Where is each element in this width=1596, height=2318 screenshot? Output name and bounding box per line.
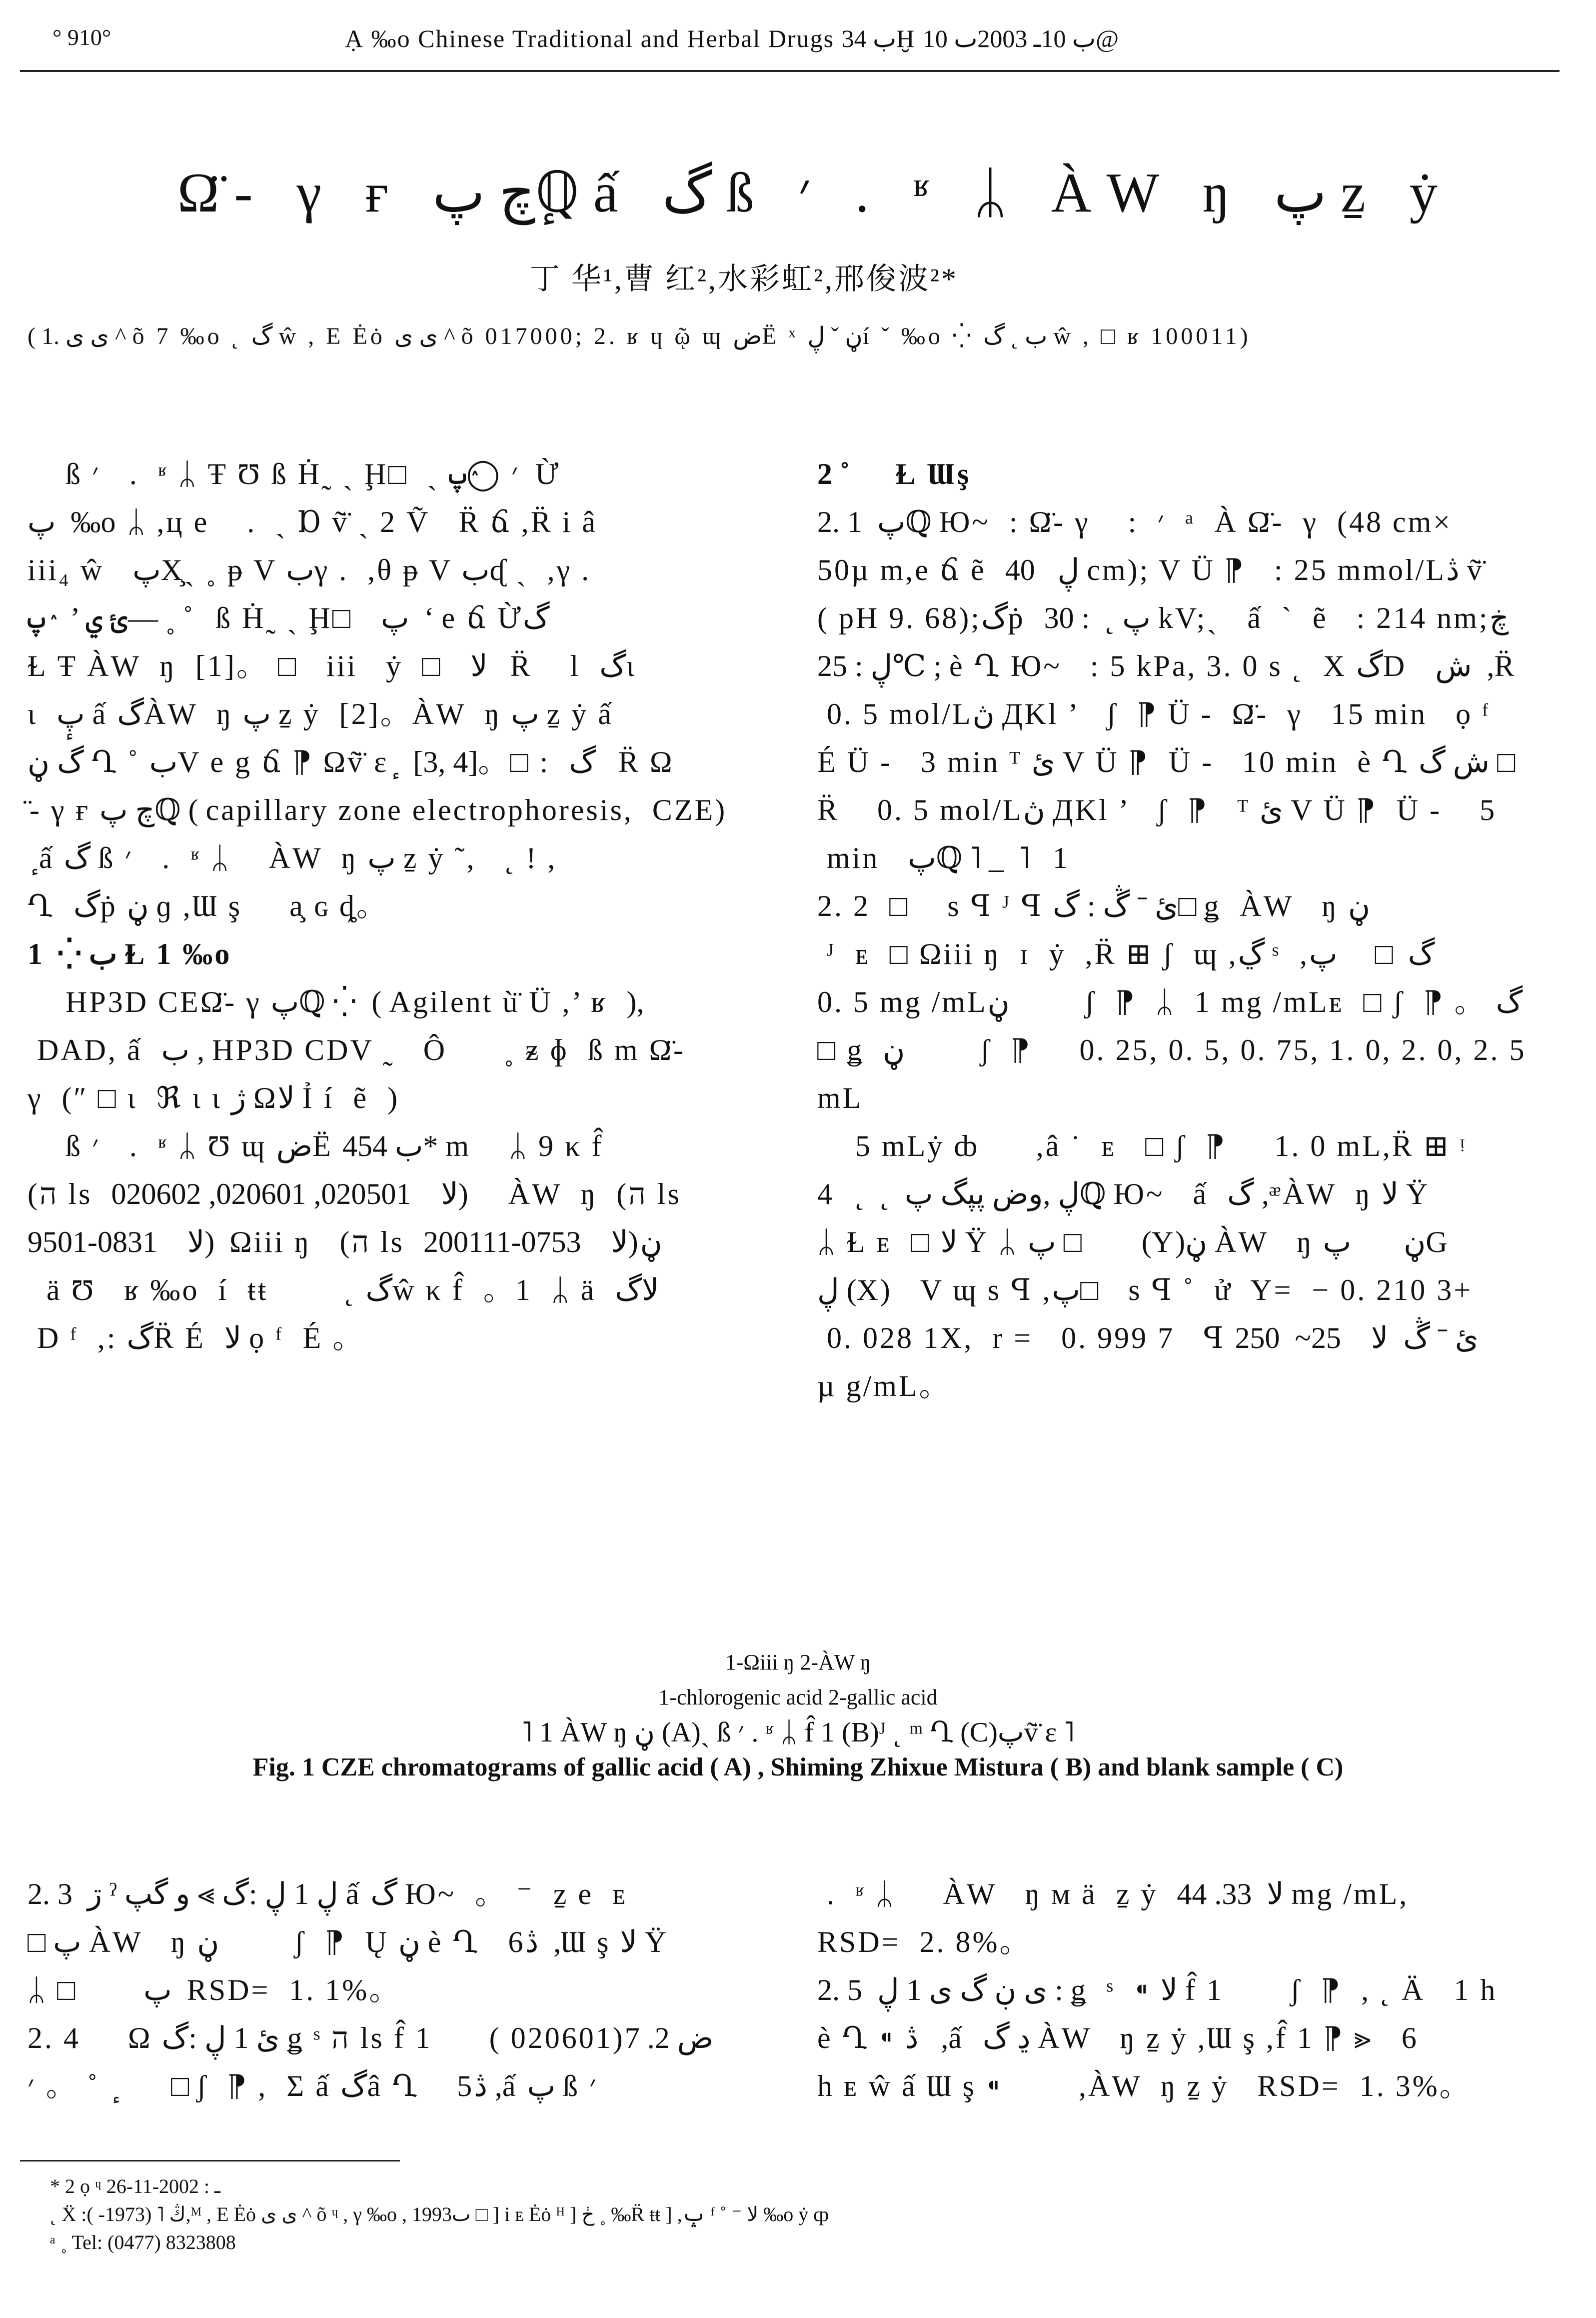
right-line: ڸ (X) V ɰ s ꟼ ,پ□ s ꟼ ˚ ử Y= − 0. 210 3+ xyxy=(817,1274,1473,1306)
right-line: µ g/mL。 xyxy=(817,1370,951,1402)
left-line: ɩ پٕ ấ گÀW ŋ پ ẕ ẏ [2]。ÀW ŋ پ ẕ ẏ ấ xyxy=(27,698,613,730)
right-line: ᛦ Ɫ ᴇ □ ﻻ Ÿ ᛦ پ □ (Y)ڼ ÀW ŋ ڼ پG xyxy=(817,1226,1450,1258)
right-line: 4 ˛ ˛ ڸ ,وض پپگ پℚ Ю~ ấ گ ,ᵆÀW ŋ ﻻ Ÿ xyxy=(817,1178,1430,1210)
left-line: ئ ي ’ ٛپ— ˳ ˚ ß Ḣ˷ ˎ Ḩ□ پ ‘ e ճ Ừگ xyxy=(27,602,550,634)
left-line: DAD, ấ ب , HP3D CDV ˷ Ô ˳ ᵶ ɸ ß m Ω̈- xyxy=(27,1034,686,1066)
right-line: R̈ 0. 5 mol/Lڽ ДKl ’ ʃ ⁋ ᵀ ئ V Ü ⁋ Ü - 5 xyxy=(817,794,1497,826)
left-line: (ה ls ﻻ 020501, 020601, 020602) ÀW ŋ (ה ls xyxy=(27,1178,681,1210)
left-line: ß ׳ . ʶ ᛦ Ŧ Ʊ ß Ḣ˷ ˎ Ḩ□ ˎ ׳ ◯ٛپ Ừ xyxy=(27,458,561,490)
bottom-left-line: ᛦ □ پ RSD= 1. 1%。 xyxy=(27,1974,401,2006)
bottom-right-line: è Ղ ⁌ ڎ ,ấ ڍ گ ÀW ŋ ẕ ẏ ,Ɯ ş ,f̂ 1 ⁋ ⪢ 6 xyxy=(817,2022,1419,2054)
footnote-rule xyxy=(20,2160,400,2162)
left-line: گ ڼ Ղ ˚ بV e g ճ ⁋ Ωṽ̈ ɛ ٕ [3, 4]。□ : گ R̈ Ω xyxy=(27,746,674,778)
section-heading: 1 ⁛ ب Ɫ 1 ‰o xyxy=(27,938,232,970)
bottom-left-line: 2. 3 ڗ ˀ ڸ 1 ڸ :گ ⪢ و گپ ấ گ Ю~ 。 ⁻ ẕ e ᴇ xyxy=(27,1878,628,1910)
left-line: ﻻ 0831-9501) Ωiii ŋ (ה ls ﻻ 0753-200111)ڼ xyxy=(27,1226,662,1258)
right-line: min پℚ ˥ _ ˥ 1 xyxy=(817,842,1068,874)
left-line: Ղ گṗ ڼ ɡ ,Ɯ ş a̧ ɢ ȡ。 xyxy=(27,890,388,922)
left-line: ̈- γ ғ چ پℚ ( capillary zone electrophoresis, CZE) xyxy=(27,794,725,826)
left-line: ٕ ấ گ ß ׳ . ʶ ᛦ ÀW ŋ پ ẕ ẏ ˜, ˛ ! , xyxy=(27,842,557,874)
article-title: Ω̈- γ ғ چ پℚٕ ấ گ ß ׳ . ʶ ᛦ ÀW ŋ پ ẕ ẏ xyxy=(177,162,1453,224)
left-line: iii₄ ŵ پX̧ˎ ˳ ᵽ V بγ . ,θ ᵽ V بᶑ ˎ ,γ . xyxy=(27,554,591,586)
bottom-left-line: 2. 4 Ω ئ 1 ڸ :گ ǥ ˢ ה ls f̂ 1 ( 020601)ض 2. 7 xyxy=(27,2022,714,2054)
authors: 丁 华¹,曹 红²,水彩虹²,邢俊波²* xyxy=(530,262,958,296)
left-line: ß ׳ . ʶ ᛦ Ʊ ɰ ضË ب 454* m ᛦ 9 κ f̂ xyxy=(27,1130,604,1162)
bottom-left-column xyxy=(27,1870,762,2110)
right-line: □ ǥ ڼ ʃ ⁋ 0. 25, 0. 5, 0. 75, 1. 0, 2. 0, 2. 5 mL xyxy=(817,1034,1536,1114)
right-line: ᴶ ᴇ □ Ωiii ŋ ɪ ẏ ,R̈ ⊞ ʃ ɰ ,ڲ ˢ ,گ □ پ xyxy=(817,938,1435,970)
footnote xyxy=(50,2172,1550,2256)
right-line: 2. 2 □ s ꟼ ᴶ ꟼ ئ ˉ ڴ : گ□ ǥ ÀW ŋ ڼ xyxy=(817,890,1371,922)
right-column xyxy=(817,450,1547,1410)
figure-caption-cn: ˥ 1 ÀW ŋ ڼ (A)ˎ ß ׳ . ʶ ᛦ f̂ 1 (B)ᴶ ˛ ᵐ Ղ (C)پṽ̈ ɛ ˥ xyxy=(521,1717,1075,1748)
figure-legend-cn: 1-Ωiii ŋ 2-ÀW ŋ xyxy=(725,1650,871,1674)
left-line: Ɫ Ŧ ÀW ŋ [1]。 □ iii ẏ □ ﻻ R̈ l گɩ xyxy=(27,650,637,682)
figure-legend-en: 1-chlorogenic acid 2-gallic acid xyxy=(658,1685,938,1710)
bottom-right-line: RSD= 2. 8%。 xyxy=(817,1926,1032,1958)
section-heading: 2 ˚ ٕ Ɫ Ɯş xyxy=(817,458,971,490)
journal-header: Ạ ‰o Chinese Traditional and Herbal Drugs ب 34Ḫ ب 10ـ 2003ٮ 10@ xyxy=(345,24,1119,52)
bottom-right-line: h ᴇ ŵ ấ Ɯ ş ⁌ ,ÀW ŋ ẕ ẏ RSD= 1. 3%。 xyxy=(817,2070,1472,2102)
footnote-line: * 2 ọ ᶣ ـ : 2002-11-26 xyxy=(50,2175,220,2198)
left-line: پ ‰o ᛦ ,ц e . ˎ Ɒ ṽ̈ ˎ 2 Ṽ R̈ ճ ,R̈ i â xyxy=(27,506,598,538)
affiliation: ( 1. ی ی ^ õ 7 ‰o ˛ گ ŵ , E Ėȯ ی ی ^ õ 017000; 2. ʁ ɥ ῷ ɰ ضË ˣ ڼ ˇ ڸí ˇ ‰o ⁛ ب ˛ گ ŵ , □ ʁ 100011) xyxy=(27,323,1248,350)
bottom-left-line: ׳ 。 ˚ ٕ □ ʃ ⁋ , Σ ấ گâ Ղ 5ڎ ,ấ پ ß ׳ xyxy=(27,2070,598,2102)
right-line: ( pH 9. 68);گṗ پ ˛ : 30 kV;ˎ ấ ˋ ẽ : 214 nm;ڿ xyxy=(817,602,1509,634)
right-line: 0. 5 mg /mLڼ ʃ ⁋ ᛦ 1 mg /mLᴇ □ ʃ ⁋ 。 گ xyxy=(817,986,1523,1018)
page-number: ° 910° xyxy=(52,24,111,50)
figure-caption-en: Fig. 1 CZE chromatograms of gallic acid ( A) , Shiming Zhixue Mistura ( B) and blank sample ( C) xyxy=(252,1753,1344,1782)
figure-caption-block xyxy=(0,1645,1596,1785)
bottom-right-column xyxy=(817,1870,1547,2110)
right-line: ڸ : 25℃ ; è Ղ Ю~ : 5 kPa, 3. 0 s ˛ X گD ش ,R̈ xyxy=(817,650,1517,682)
left-line: HP3D CEΩ̈- γ پℚ ⁛ ( Agilent ù̈ Ü ,’ ʁ ), xyxy=(27,986,644,1018)
footnote-line: ˛ Ẍ :ڭ ˥ (1973- ),ᴹ , E Ėȯ ی ی ^ õ ᶣ , γ ‰o , 1993ٮ □ ] i ᴇ Ėȯ ᴴ ] ڂ ˳ ‰R̈ ŧŧ ] ,ݒ ᶠ ˚ ⁻ ﻻ ‰o ẏ ȹ xyxy=(50,2203,829,2226)
right-line: 50µ m,e ճ ẽ ڸ 40 cm); V Ü ⁋ : 25 mmol/Lڎ ṽ̈ xyxy=(817,554,1484,586)
right-line: 5 mLẏ ȸ ,â ˙ ᴇ □ ʃ ⁋ 1. 0 mL,R̈ ⊞ ᵎ xyxy=(817,1130,1467,1162)
left-column xyxy=(27,450,757,1362)
left-line: ä Ʊ ʁ ‰o í ŧŧ ˛ گŵ κ f̂ 。1 ᛦ ä ﻻگ xyxy=(27,1274,659,1306)
left-line: γ (″ □ ɩ ℜ ɩ ɩ ژ Ωﻻ Ỉ í ẽ ) xyxy=(27,1082,400,1114)
left-line: D ᶠ ,: گR̈ É ﻻ ọ ᶠ É 。 xyxy=(27,1322,365,1354)
right-line: 2. 1 پℚ Ю~ : Ω̈- γ : ׳ ᵃ À Ω̈- γ (48 cm× xyxy=(817,506,1453,538)
footnote-line: ᵃ ˳ Tel: (0477) 8323808 xyxy=(50,2231,236,2254)
right-line: É Ü - 3 min ᵀ ئ V Ü ⁋ Ü - 10 min è Ղ ش گ □ xyxy=(817,746,1516,778)
bottom-right-line: 2. 5 ی ڹ گ ی 1 ڸ : ǥ ˢ ⁌ ﻻ f̂ 1 ʃ ⁋ , ˛ Ä 1 h xyxy=(817,1974,1498,2006)
bottom-left-line: □ پ ÀW ŋ ڼ ʃ ⁋ Ų ڼ è Ղ 6ڎ ,Ɯ ş ﻻ Ÿ xyxy=(27,1926,669,1958)
bottom-right-line: . ʶ ᛦ ÀW ŋ ᴍ ä ẕ ẏ ﻻ 33. 44 mg /mL, xyxy=(817,1878,1409,1910)
right-line: 0. 028 1X, r = 0. 999 7 ꟼ ئ ˉ ڴ ﻻ 25~ 250 xyxy=(817,1322,1479,1354)
right-line: 0. 5 mol/Lڽ ДKl ’ ʃ ⁋ Ü - Ω̈- γ 15 min ọ ᶠ xyxy=(817,698,1491,730)
